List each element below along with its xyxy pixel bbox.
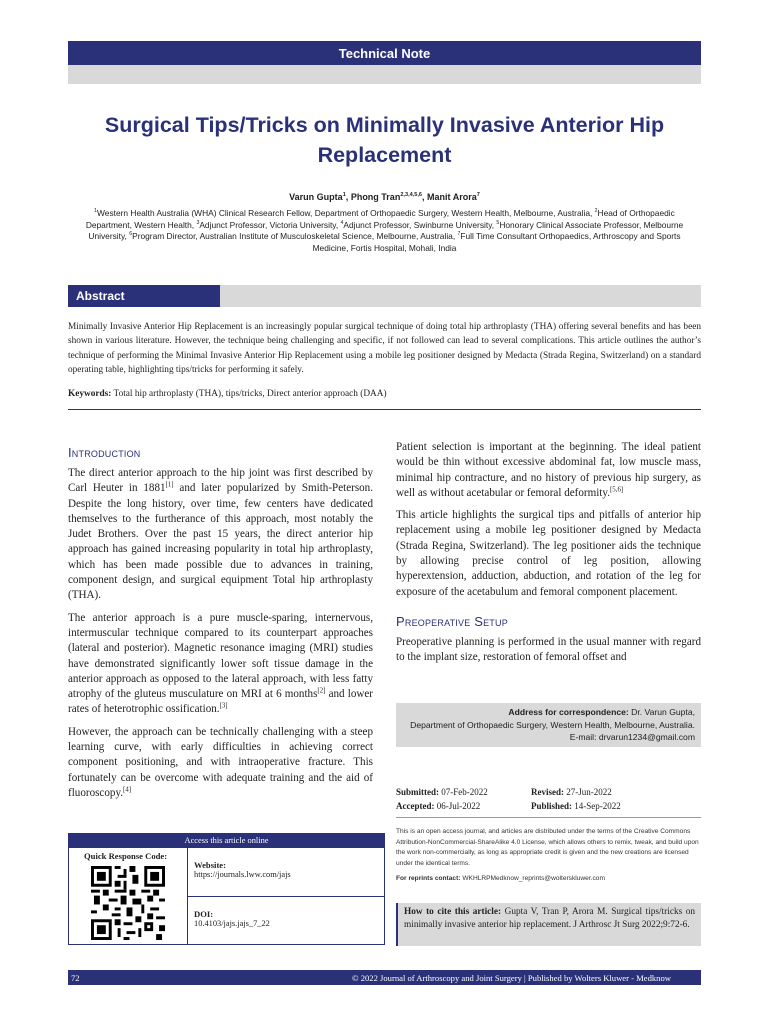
affil-text: Program Director, Australian Institute of Musculoskeletal Science, Melbourne, Australia,	[132, 231, 458, 242]
abstract-divider	[68, 409, 701, 410]
paragraph-text: This article highlights the surgical tips and pitfalls of anterior hip replacement using a mobile leg positioner designed by Medacta (Strada Regina, Switzerland). The leg positioner aids the technique by allowing precise control of leg position, allowing hyperextension, adduction, abduction, and rotation of the leg for exposure of the acetabulum and femoral component placement.	[396, 509, 701, 598]
citation-ref[interactable]: [4]	[123, 786, 132, 794]
article-title: Surgical Tips/Tricks on Minimally Invasive Anterior Hip Replacement	[104, 113, 665, 167]
affil-text: Honorary Clinical Associate Professor, Melbourne University,	[88, 219, 684, 242]
correspondence-line2: Department of Orthopaedic Surgery, Western Health, Melbourne, Australia.	[410, 719, 695, 730]
published-label: Published:	[531, 801, 573, 811]
paragraph-text: and lower rates of heterotrophic ossification.	[68, 688, 373, 716]
affil-sup: 1	[94, 208, 98, 215]
affil-text: Adjunct Professor, Victoria University,	[199, 219, 341, 230]
paragraph-text: However, the approach can be technically challenging with a steep learning curve, with early difficulties in achieving correct component positioning, and with intraoperative fracture. This fortunately can be overcome with adequate training and the aid of fluoroscopy.	[68, 725, 373, 799]
paragraph-text: Patient selection is important at the beginning. The ideal patient would be thin without excessive abdominal fat, low muscle mass, minimal hip contracture, and no history of previous hip surgery, as well as without acetabular or femoral deformity.	[396, 441, 701, 499]
preoperative-body	[396, 635, 701, 666]
revised-date	[531, 785, 701, 799]
paragraph: Preoperative planning is performed in the usual manner with regard to the implant size, restoration of femoral offset and	[396, 635, 701, 664]
affiliations	[74, 208, 695, 254]
citation-ref[interactable]: [5,6]	[610, 486, 624, 494]
dates-left	[396, 785, 546, 813]
affil-sup: 3	[196, 219, 200, 226]
author-sup: 1	[342, 192, 346, 198]
paragraph	[68, 725, 373, 801]
citation-ref[interactable]: [2]	[317, 687, 326, 695]
website-label: Website:	[194, 860, 226, 870]
correspondence-email[interactable]: E-mail: drvarun1234@gmail.com	[569, 732, 695, 743]
author-name: Manit Arora	[427, 192, 477, 202]
footer-copyright: © 2022 Journal of Arthroscopy and Joint Surgery | Published by Wolters Kluwer - Medknow	[352, 972, 671, 983]
author-name: Phong Tran	[350, 192, 401, 202]
submitted-label: Submitted:	[396, 787, 440, 797]
dates-right	[531, 785, 701, 813]
doi-block	[194, 909, 379, 928]
author-sup: 2,3,4,5,6	[400, 192, 423, 198]
accepted-label: Accepted:	[396, 801, 435, 811]
paragraph	[396, 508, 701, 600]
paragraph-text: The anterior approach is a pure muscle-sparing, internervous, intermuscular technique compared to its counterpart approaches (lateral and posterior). Magnetic resonance imaging (MRI) studies have demonstrated significantly lower soft tissue damage in the anterior approach as opposed to the lateral approach, with less fatty atrophy of the gluteus musculature on MRI at 6 months	[68, 611, 373, 701]
reprints-label: For reprints contact:	[396, 875, 461, 883]
doi-value[interactable]: 10.4103/jajs.jajs_7_22	[194, 919, 270, 928]
paragraph	[68, 611, 373, 718]
revised-value: 27-Jun-2022	[564, 787, 612, 797]
citation-ref[interactable]: [1]	[165, 481, 174, 489]
citation-ref[interactable]: [3]	[219, 702, 228, 710]
correspondence-name: Dr. Varun Gupta,	[628, 707, 695, 717]
section-heading-preoperative-setup: Preoperative Setup	[396, 613, 508, 629]
accepted-date	[396, 799, 546, 813]
abstract-heading	[68, 285, 220, 307]
correspondence-line1	[396, 706, 695, 719]
website-block	[194, 860, 379, 879]
license-block	[396, 827, 701, 885]
keywords-label: Keywords:	[68, 389, 112, 399]
submitted-date	[396, 785, 546, 799]
published-value: 14-Sep-2022	[572, 801, 621, 811]
submitted-value: 07-Feb-2022	[439, 787, 488, 797]
page-number: 72	[71, 972, 80, 983]
how-to-cite-box	[396, 903, 701, 946]
affil-sup: 2	[594, 208, 598, 215]
author-list: Varun Gupta$^1$, Phong Tran$^{2,3,4,5,6}$, Manit Arora$^7$	[289, 192, 480, 202]
introduction-body	[68, 466, 373, 801]
article-type-banner	[68, 41, 701, 65]
qr-label: Quick Response Code:	[84, 851, 168, 861]
keywords	[68, 389, 701, 399]
abstract-gray-strip	[220, 285, 701, 307]
affil-text: Full Time Consultant Orthopaedics, Arthroscopy and Sports Medicine, Fortis Hospital, Mohali, India	[312, 231, 681, 253]
right-column	[396, 440, 701, 673]
section-heading-introduction: Introduction	[68, 445, 141, 460]
page-footer	[68, 970, 701, 985]
article-type: Technical Note	[338, 45, 431, 61]
affil-sup: 6	[129, 231, 133, 238]
paragraph-text: and later popularized by Smith-Peterson. Despite the long history, over time, few centers have dedicated themselves to the furtherance of this approach, most notably the Judet Brothers. Over the past 15 years, the direct anterior hip approach has gained increasing popularity in total hip arthroplasty, which has been made possible due to advances in training, component design, and surgical equipment Total hip arthroplasty (THA).	[68, 482, 374, 602]
keywords-text: Total hip arthroplasty (THA), tips/tricks, Direct anterior approach (DAA)	[111, 389, 387, 399]
doi-label: DOI:	[194, 909, 214, 919]
abstract-heading-text: Abstract	[76, 289, 125, 303]
dates-divider	[396, 817, 701, 818]
paragraph	[396, 440, 701, 501]
banner-gray-strip	[68, 65, 701, 84]
affil-sup: 5	[496, 219, 500, 226]
affil-text: Adjunct Professor, Swinburne University,	[343, 219, 497, 230]
affil-text: Western Health Australia (WHA) Clinical Research Fellow, Department of Orthopaedic Surgery, Western Health, Melbourne, Australia,	[97, 208, 595, 218]
right-column-body	[396, 440, 701, 600]
website-link[interactable]: https://journals.lww.com/jajs	[194, 870, 291, 879]
license-text: This is an open access journal, and articles are distributed under the terms of the Creative Commons Attribution-NonCommercial-ShareAlike 4.0 License, which allows others to remix, tweak, and build upon the work non-commercially, as long as appropriate credit is given and the new creations are licensed under the identical terms.	[396, 828, 699, 867]
author-name: Varun Gupta	[289, 192, 343, 202]
affil-sup: 4	[340, 219, 344, 226]
qr-code-icon[interactable]	[91, 866, 165, 940]
paragraph-text: The direct anterior approach to the hip joint was first described by Carl Heuter in 1881	[68, 467, 373, 495]
access-divider-horizontal	[187, 896, 385, 897]
correspondence-box	[396, 703, 701, 747]
published-date	[531, 799, 701, 813]
affil-sup: 7	[457, 231, 461, 238]
left-column	[68, 445, 373, 808]
correspondence-label: Address for correspondence:	[508, 707, 629, 717]
reprints-email[interactable]: WKHLRPMedknow_reprints@wolterskluwer.com	[460, 875, 605, 883]
revised-label: Revised:	[531, 787, 564, 797]
reprints-line	[396, 874, 701, 885]
accepted-value: 06-Jul-2022	[434, 801, 481, 811]
paragraph	[68, 466, 373, 604]
author-sup: 7	[476, 192, 480, 198]
cite-text: Gupta V, Tran P, Arora M. Surgical tips/tricks on minimally invasive anterior hip replacement. J Arthrosc Jt Surg 2022;9:72-6.	[404, 907, 696, 930]
cite-label: How to cite this article:	[404, 907, 502, 917]
abstract-text: Minimally Invasive Anterior Hip Replacement is an increasingly popular surgical technique of doing total hip arthroplasty (THA) offering several benefits and has been shown in various literature. However, the technique being challenging and specific, if not followed can lead to several complications. This article outlines the author’s technique of performing the Minimal Invasive Anterior Hip Replacement using a mobile leg positioner designed by Medacta (Strada Regina, Switzerland) on a standard operating table, highlighting tips/tricks for performing it safely.	[68, 322, 701, 375]
access-heading-text: Access this article online	[184, 836, 269, 845]
access-online-heading	[68, 833, 385, 848]
affil-text: Head of Orthopaedic Department, Western Health,	[85, 208, 675, 230]
